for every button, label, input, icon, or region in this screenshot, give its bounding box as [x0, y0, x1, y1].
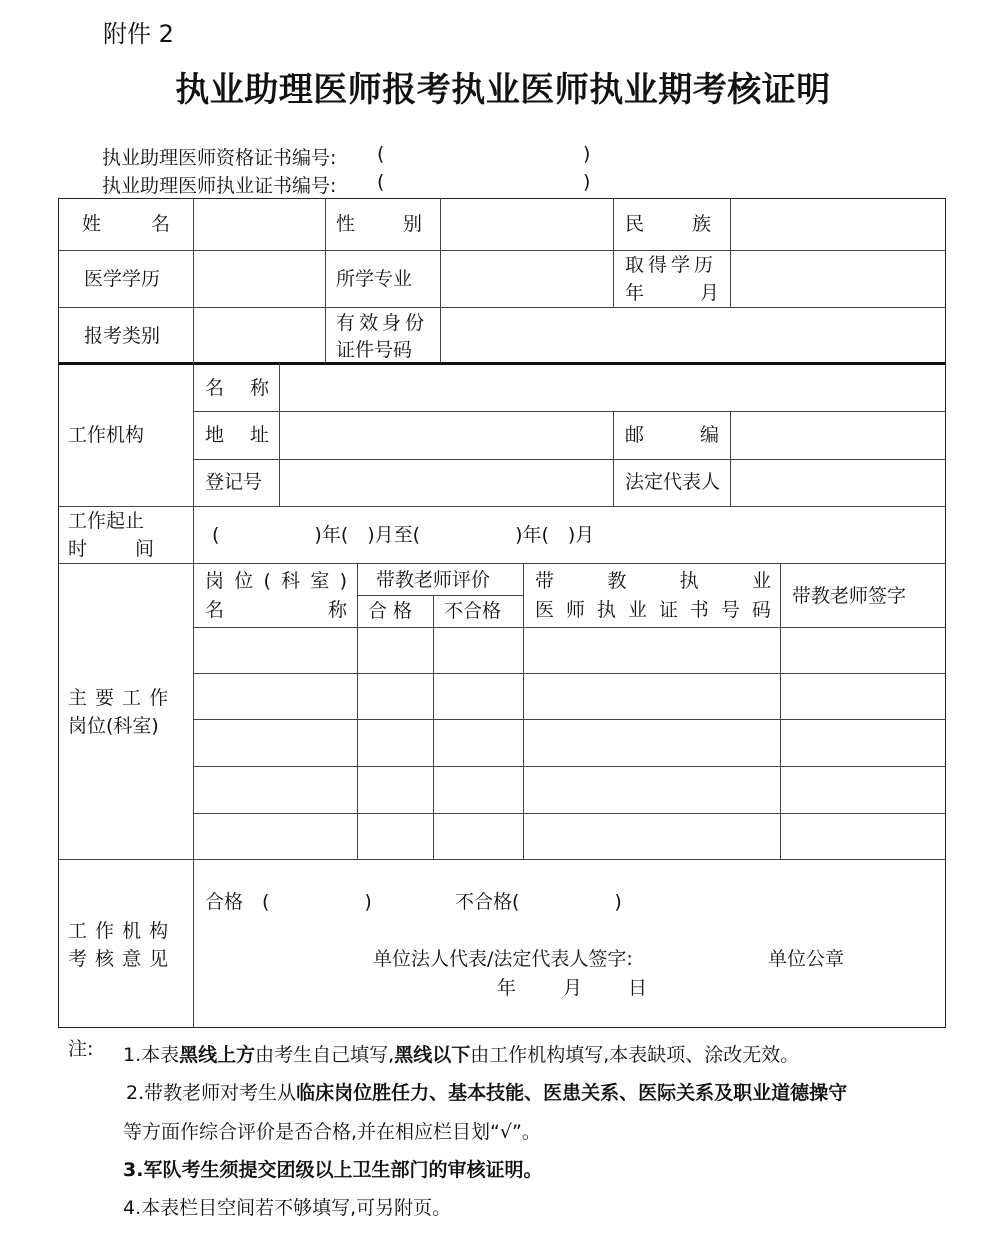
- practice-cert-label: 执业助理医师执业证书编号:: [102, 175, 337, 197]
- practice-open-paren: (: [377, 171, 385, 193]
- teacher-cert-l2-char-6: 书: [689, 599, 709, 621]
- note-2: [126, 1078, 847, 1105]
- label-exam-category: 报考类别: [84, 325, 161, 347]
- notes-label: 注:: [68, 1038, 94, 1060]
- divider-black-line: [58, 362, 946, 365]
- note-1-emphasis-below: 黑线以下: [394, 1044, 471, 1066]
- post-name-l1-char-5: 室: [310, 570, 330, 592]
- grid-line: [730, 198, 731, 307]
- document-title: 执业助理医师报考执业医师执业期考核证明: [175, 70, 831, 110]
- note-2-continued: 等方面作综合评价是否合格,并在相应栏目划“√”。: [123, 1121, 541, 1143]
- teacher-cert-l2-char-5: 证: [658, 599, 678, 621]
- grid-line: [58, 859, 946, 860]
- date-day-label: 日: [628, 977, 648, 999]
- label-institution-name: [205, 374, 269, 402]
- header-fail: 不合格: [444, 600, 502, 622]
- label-ethnicity-char1: 民: [625, 213, 645, 235]
- teacher-cert-l1-char-1: 带: [535, 570, 555, 592]
- label-institution-address: [205, 421, 269, 449]
- label-main-positions-l1: 主 要 工 作: [68, 687, 170, 709]
- grid-line: [433, 595, 434, 859]
- note-1-part1: 1.本表: [123, 1044, 180, 1066]
- label-degree-month: 月: [699, 282, 719, 304]
- post-name-l1-char-1: 岗: [205, 570, 225, 592]
- label-institution: 工作机构: [68, 424, 145, 446]
- note-1: [123, 1040, 799, 1067]
- label-postal-char1: 邮: [625, 424, 645, 446]
- header-post-name-l1: [205, 567, 347, 595]
- label-work-period-l1: 工作起止: [68, 510, 145, 532]
- grid-line: [357, 595, 523, 596]
- grid-line: [193, 198, 194, 1028]
- label-gender-char1: 性: [336, 213, 356, 235]
- label-id-number-l1: 有效身份: [336, 312, 429, 334]
- teacher-cert-l1-char-2: 教: [607, 570, 627, 592]
- label-postal-char2: 编: [699, 424, 719, 446]
- note-3: 3.军队考生须提交团级以上卫生部门的审核证明。: [123, 1159, 543, 1181]
- label-gender-char2: 别: [402, 213, 422, 235]
- header-pass: 合 格: [368, 600, 413, 622]
- post-name-l1-char-4: 科: [281, 570, 301, 592]
- grid-line: [58, 250, 946, 251]
- label-work-period-char1: 时: [68, 538, 88, 560]
- opinion-fail: 不合格( ): [455, 891, 622, 913]
- grid-line: [193, 813, 946, 814]
- note-1-emphasis-above: 黑线上方: [179, 1044, 256, 1066]
- grid-line: [58, 307, 946, 308]
- grid-line: [58, 506, 946, 507]
- label-work-period-l2: [68, 535, 154, 563]
- label-degree-year: 年: [625, 282, 645, 304]
- label-id-number-l2: 证件号码: [336, 339, 413, 361]
- label-name-char1: 姓: [82, 213, 102, 235]
- grid-line: [730, 411, 731, 506]
- header-teacher-signature: 带教老师签字: [792, 585, 907, 607]
- label-legal-representative: 法定代表人: [625, 471, 721, 493]
- label-name-char2: 名: [150, 213, 170, 235]
- note-2-emphasis: 临床岗位胜任力、基本技能、医患关系、医际关系及职业道德操守: [296, 1082, 848, 1104]
- grid-line: [193, 459, 946, 460]
- teacher-cert-l2-char-3: 执: [596, 599, 616, 621]
- header-teacher-evaluation: 带教老师评价: [376, 569, 491, 591]
- date-year-label: 年: [497, 977, 517, 999]
- post-name-l2-char-2: 称: [327, 599, 347, 621]
- label-gender: [336, 210, 422, 238]
- qualification-open-paren: (: [377, 143, 385, 165]
- post-name-l1-char-3: (: [263, 570, 271, 592]
- teacher-cert-l2-char-1: 医: [535, 599, 555, 621]
- grid-line: [613, 198, 614, 307]
- note-2-part1: 2.带教老师对考生从: [126, 1082, 297, 1104]
- teacher-cert-l2-char-4: 业: [627, 599, 647, 621]
- attachment-label: 附件 2: [103, 20, 174, 48]
- note-4: 4.本表栏目空间若不够填写,可另附页。: [123, 1197, 452, 1219]
- date-month-label: 月: [563, 977, 583, 999]
- label-registration-number: 登记号: [205, 471, 263, 493]
- grid-line: [193, 411, 946, 412]
- note-1-part3: 由工作机构填写,本表缺项、涂改无效。: [470, 1044, 800, 1066]
- grid-line: [440, 198, 441, 362]
- label-address-char2: 址: [249, 424, 269, 446]
- grid-line: [357, 563, 358, 859]
- label-postal-code: [625, 421, 719, 449]
- label-degree-time-ym: [625, 279, 719, 307]
- grid-line: [193, 719, 946, 720]
- grid-line: [325, 198, 326, 362]
- label-ethnicity: [625, 210, 711, 238]
- label-institution-opinion-l2: 考 核 意 见: [68, 948, 170, 970]
- label-institution-opinion-l1: 工 作 机 构: [68, 920, 170, 942]
- grid-line: [780, 563, 781, 859]
- post-name-l1-char-2: 位: [234, 570, 254, 592]
- label-work-period-char2: 间: [134, 538, 154, 560]
- post-name-l2-char-1: 名: [205, 599, 225, 621]
- label-address-char1: 地: [205, 424, 225, 446]
- label-institution-name-char2: 称: [249, 377, 269, 399]
- grid-line: [613, 411, 614, 506]
- qualification-cert-label: 执业助理医师资格证书编号:: [102, 147, 337, 169]
- opinion-signature-label: 单位法人代表/法定代表人签字:: [373, 948, 633, 970]
- teacher-cert-l2-char-2: 师: [565, 599, 585, 621]
- grid-line: [193, 627, 946, 628]
- label-degree-time: 取得学历: [625, 254, 718, 276]
- grid-line: [279, 363, 280, 506]
- work-period-range: ( )年( )月至( )年( )月: [212, 524, 595, 546]
- opinion-seal-label: 单位公章: [768, 948, 845, 970]
- grid-line: [58, 563, 946, 564]
- practice-close-paren: ): [583, 171, 591, 193]
- teacher-cert-l1-char-4: 业: [751, 570, 771, 592]
- grid-line: [523, 563, 524, 859]
- grid-line: [193, 673, 946, 674]
- label-institution-name-char1: 名: [205, 377, 225, 399]
- label-name: [82, 210, 170, 238]
- teacher-cert-l2-char-7: 号: [720, 599, 740, 621]
- label-major: 所学专业: [336, 268, 413, 290]
- grid-line: [193, 766, 946, 767]
- opinion-pass: 合格 ( ): [205, 891, 372, 913]
- qualification-close-paren: ): [583, 143, 591, 165]
- teacher-cert-l1-char-3: 执: [679, 570, 699, 592]
- header-teacher-cert-l1: [535, 567, 771, 595]
- label-ethnicity-char2: 族: [691, 213, 711, 235]
- header-post-name-l2: [205, 596, 347, 624]
- header-teacher-cert-l2: [535, 596, 771, 624]
- post-name-l1-char-6: ): [339, 570, 347, 592]
- teacher-cert-l2-char-8: 码: [751, 599, 771, 621]
- label-main-positions-l2: 岗位(科室): [68, 715, 159, 737]
- label-education: 医学学历: [84, 268, 161, 290]
- note-1-part2: 由考生自己填写,: [255, 1044, 395, 1066]
